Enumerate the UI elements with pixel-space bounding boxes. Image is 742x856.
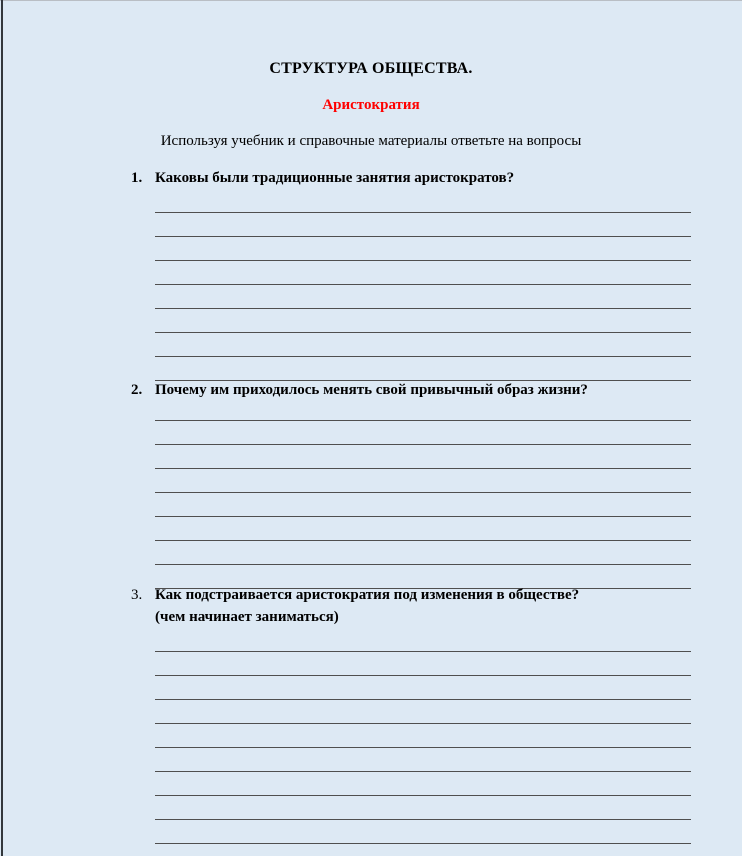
instruction-text: Используя учебник и справочные материалы ответьте на вопросы: [160, 133, 582, 149]
answer-line[interactable]: [155, 357, 691, 381]
answer-line[interactable]: [155, 517, 691, 541]
question-1-number: 1.: [131, 170, 143, 186]
answer-line[interactable]: [155, 493, 691, 517]
answer-line[interactable]: [155, 772, 691, 796]
document-title: СТРУКТУРА ОБЩЕСТВА.: [269, 60, 473, 77]
answer-line[interactable]: [155, 333, 691, 357]
answer-lines-question-2: [155, 397, 691, 589]
answer-line[interactable]: [155, 724, 691, 748]
document-subtitle: Аристократия: [322, 97, 420, 113]
question-1: [0, 167, 742, 189]
question-3-text: [155, 584, 742, 628]
question-3-number: 3.: [131, 587, 143, 603]
answer-line[interactable]: [155, 700, 691, 724]
answer-line[interactable]: [155, 285, 691, 309]
answer-line[interactable]: [155, 652, 691, 676]
question-3-text-line2: (чем начинает заниматься): [155, 609, 339, 625]
question-1-text: Каковы были традиционные занятия аристократов?: [155, 170, 515, 186]
answer-line[interactable]: [155, 309, 691, 333]
answer-line[interactable]: [155, 397, 691, 421]
answer-line[interactable]: [155, 541, 691, 565]
answer-line[interactable]: [155, 628, 691, 652]
answer-line[interactable]: [155, 213, 691, 237]
answer-line[interactable]: [155, 189, 691, 213]
question-2-number: 2.: [131, 382, 143, 398]
answer-lines-question-3: [155, 628, 691, 844]
answer-lines-question-1: [155, 189, 691, 381]
question-3: [0, 584, 742, 628]
answer-line[interactable]: [155, 421, 691, 445]
question-3-text-line1: Как подстраивается аристократия под изменения в обществе?: [155, 587, 580, 603]
page-top-edge: [0, 0, 742, 1]
answer-line[interactable]: [155, 748, 691, 772]
answer-line[interactable]: [155, 237, 691, 261]
page-left-edge: [1, 0, 3, 856]
answer-line[interactable]: [155, 445, 691, 469]
question-2-text: Почему им приходилось менять свой привычный образ жизни?: [155, 382, 588, 398]
answer-line[interactable]: [155, 676, 691, 700]
answer-line[interactable]: [155, 261, 691, 285]
answer-line[interactable]: [155, 820, 691, 844]
answer-line[interactable]: [155, 796, 691, 820]
answer-line[interactable]: [155, 469, 691, 493]
